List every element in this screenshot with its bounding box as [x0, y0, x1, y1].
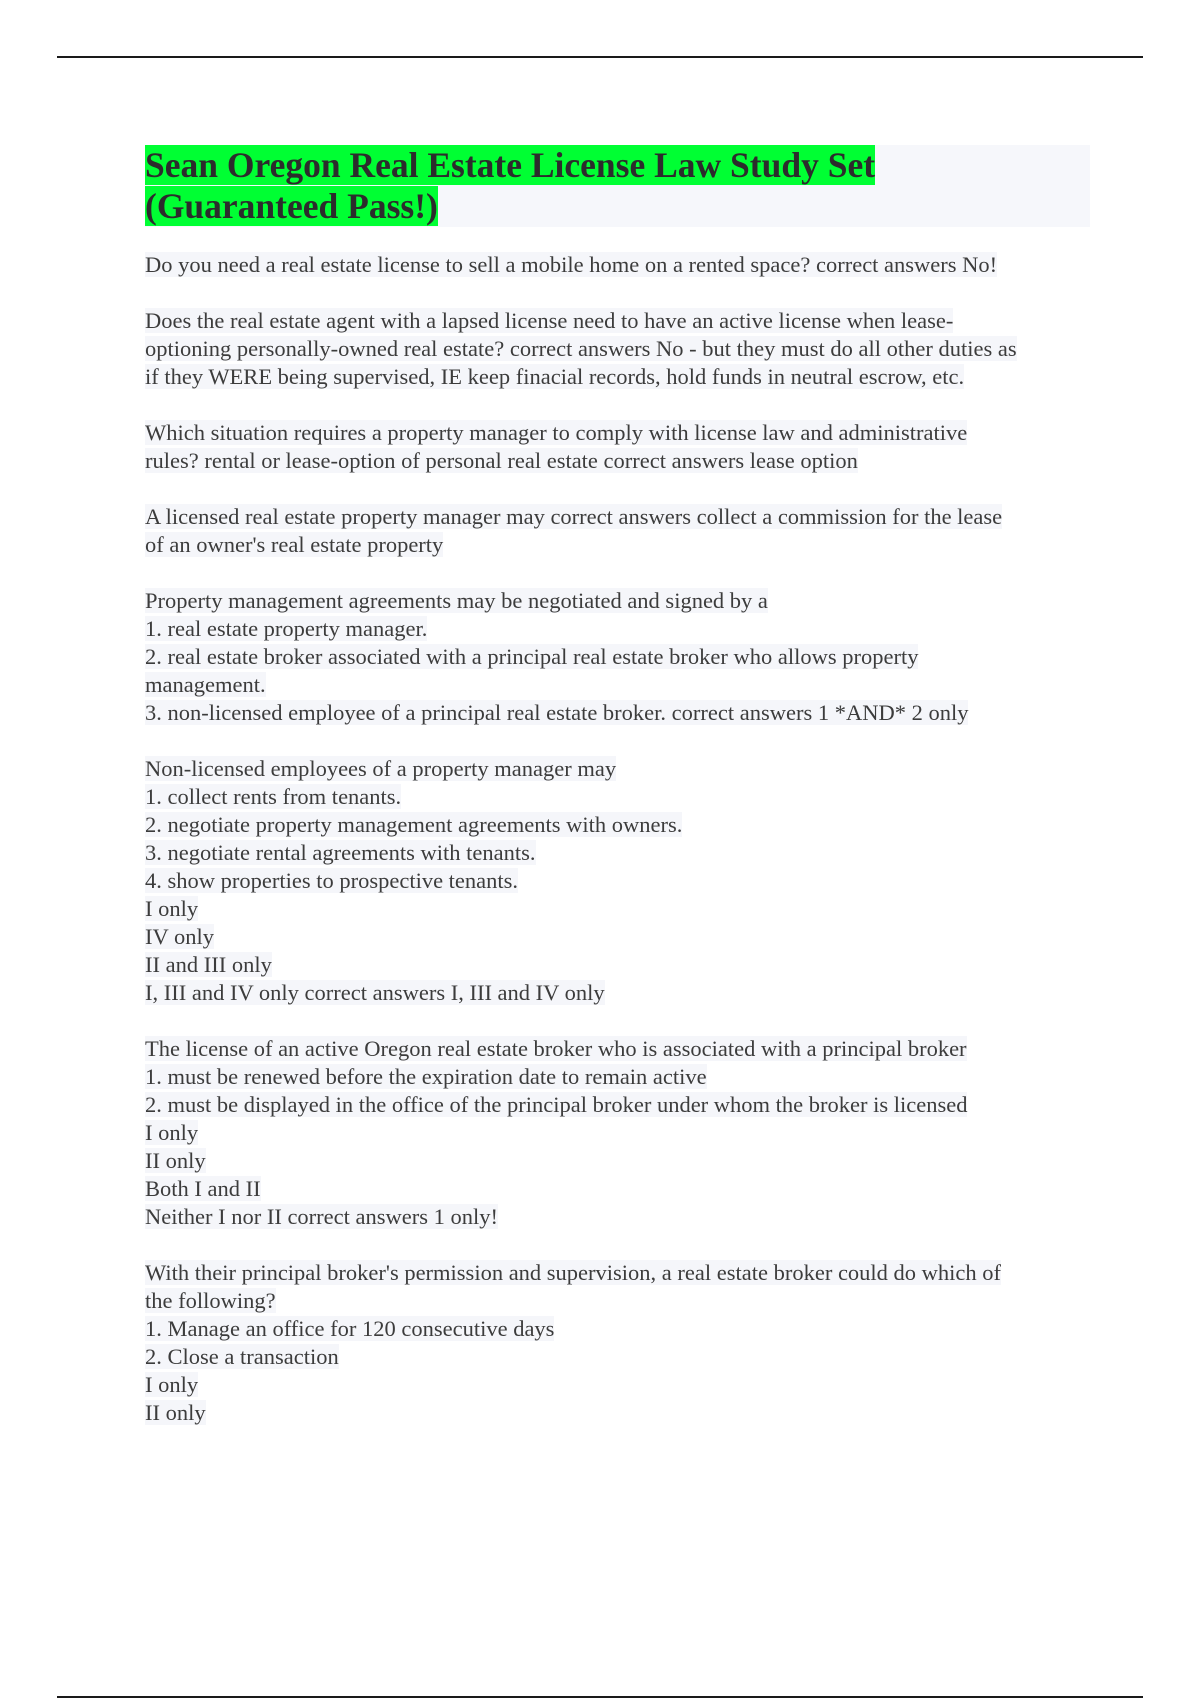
- qa-line: [145, 923, 1090, 951]
- qa-line: [145, 867, 1090, 895]
- qa-line: [145, 1259, 1090, 1287]
- qa-entry: [145, 419, 1090, 475]
- qa-line: [145, 643, 1090, 671]
- qa-line-text: With their principal broker's permission and supervision, a real estate broker could do which of: [145, 1260, 1002, 1285]
- qa-line: [145, 979, 1090, 1007]
- qa-entry: [145, 1035, 1090, 1231]
- qa-entry: [145, 307, 1090, 391]
- qa-entry: [145, 587, 1090, 727]
- qa-line: [145, 1035, 1090, 1063]
- qa-line: [145, 839, 1090, 867]
- title-line-1: Sean Oregon Real Estate License Law Study Set: [145, 145, 876, 185]
- qa-line: [145, 1119, 1090, 1147]
- qa-entry: [145, 251, 1090, 279]
- qa-line-text: I, III and IV only correct answers I, III and IV only: [145, 980, 605, 1005]
- qa-line-text: I only: [145, 1120, 199, 1145]
- qa-line: [145, 615, 1090, 643]
- qa-line-text: I only: [145, 1372, 199, 1397]
- qa-list: [145, 251, 1090, 1427]
- qa-line-text: if they WERE being supervised, IE keep finacial records, hold funds in neutral escrow, etc.: [145, 364, 965, 389]
- qa-line: [145, 363, 1090, 391]
- qa-line: [145, 1371, 1090, 1399]
- qa-line: [145, 1147, 1090, 1175]
- qa-line: [145, 1343, 1090, 1371]
- qa-line: [145, 783, 1090, 811]
- qa-line-text: 2. real estate broker associated with a principal real estate broker who allows property: [145, 644, 919, 669]
- qa-entry: [145, 1259, 1090, 1427]
- qa-line-text: A licensed real estate property manager may correct answers collect a commission for the lease: [145, 504, 1003, 529]
- qa-line-text: The license of an active Oregon real estate broker who is associated with a principal broker: [145, 1036, 967, 1061]
- qa-line-text: of an owner's real estate property: [145, 532, 444, 557]
- qa-line: [145, 1287, 1090, 1315]
- qa-line-text: Which situation requires a property manager to comply with license law and administrative: [145, 420, 968, 445]
- qa-line-text: 2. negotiate property management agreements with owners.: [145, 812, 683, 837]
- qa-line: [145, 951, 1090, 979]
- qa-line-text: 2. Close a transaction: [145, 1344, 339, 1369]
- qa-entry: [145, 503, 1090, 559]
- qa-line: [145, 1175, 1090, 1203]
- qa-line-text: Neither I nor II correct answers 1 only!: [145, 1204, 498, 1229]
- qa-line-text: 3. negotiate rental agreements with tenants.: [145, 840, 536, 865]
- qa-entry: [145, 755, 1090, 1007]
- qa-line-text: Non-licensed employees of a property manager may: [145, 756, 617, 781]
- qa-line-text: 1. Manage an office for 120 consecutive days: [145, 1316, 555, 1341]
- qa-line-text: 1. collect rents from tenants.: [145, 784, 402, 809]
- qa-line-text: optioning personally-owned real estate? correct answers No - but they must do all other duties as: [145, 336, 1017, 361]
- qa-line: [145, 1399, 1090, 1427]
- qa-line: [145, 1315, 1090, 1343]
- document-body: [145, 145, 1090, 1455]
- top-rule: [57, 56, 1143, 58]
- qa-line-text: 3. non-licensed employee of a principal real estate broker. correct answers 1 *AND* 2 only: [145, 700, 969, 725]
- qa-line-text: II and III only: [145, 952, 272, 977]
- qa-line-text: IV only: [145, 924, 214, 949]
- qa-line: [145, 895, 1090, 923]
- qa-line-text: Both I and II: [145, 1176, 261, 1201]
- qa-line-text: II only: [145, 1148, 206, 1173]
- qa-line: [145, 1091, 1090, 1119]
- title-block: [145, 145, 1090, 227]
- page-title: [145, 145, 1090, 227]
- qa-line: [145, 251, 1090, 279]
- qa-line: [145, 307, 1090, 335]
- qa-line: [145, 503, 1090, 531]
- qa-line-text: the following?: [145, 1288, 276, 1313]
- qa-line: [145, 699, 1090, 727]
- qa-line-text: rules? rental or lease-option of personal real estate correct answers lease option: [145, 448, 858, 473]
- qa-line-text: 4. show properties to prospective tenants.: [145, 868, 519, 893]
- qa-line: [145, 1063, 1090, 1091]
- qa-line-text: Property management agreements may be negotiated and signed by a: [145, 588, 768, 613]
- qa-line-text: I only: [145, 896, 199, 921]
- qa-line: [145, 419, 1090, 447]
- qa-line: [145, 671, 1090, 699]
- qa-line: [145, 335, 1090, 363]
- qa-line: [145, 811, 1090, 839]
- qa-line: [145, 447, 1090, 475]
- bottom-rule: [57, 1696, 1143, 1698]
- qa-line-text: Does the real estate agent with a lapsed license need to have an active license when lease-: [145, 308, 954, 333]
- qa-line: [145, 531, 1090, 559]
- qa-line-text: 1. must be renewed before the expiration date to remain active: [145, 1064, 707, 1089]
- qa-line-text: II only: [145, 1400, 206, 1425]
- qa-line-text: management.: [145, 672, 266, 697]
- qa-line-text: 1. real estate property manager.: [145, 616, 428, 641]
- qa-line: [145, 755, 1090, 783]
- title-line-2: (Guaranteed Pass!): [145, 186, 438, 226]
- qa-line-text: 2. must be displayed in the office of the principal broker under whom the broker is licensed: [145, 1092, 968, 1117]
- qa-line-text: Do you need a real estate license to sell a mobile home on a rented space? correct answers No!: [145, 252, 998, 277]
- qa-line: [145, 1203, 1090, 1231]
- qa-line: [145, 587, 1090, 615]
